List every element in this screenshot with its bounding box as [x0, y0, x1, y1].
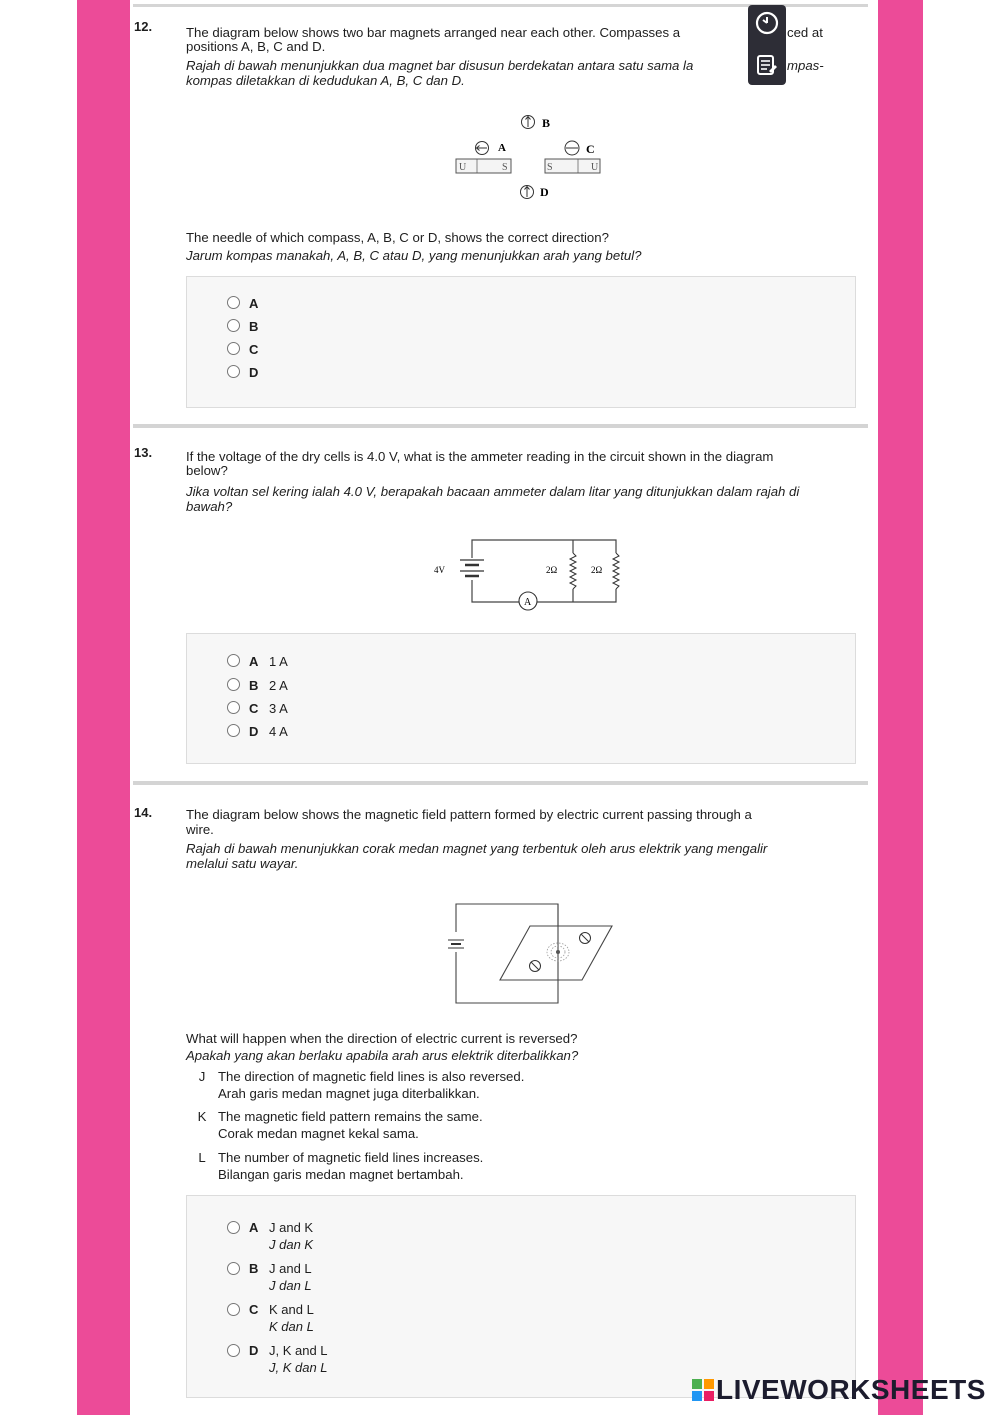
q13-circuit-diagram	[430, 533, 630, 615]
q14-option-b[interactable]: B J and L J dan L	[227, 1260, 312, 1294]
radio-button[interactable]	[227, 701, 240, 714]
radio-button[interactable]	[227, 654, 240, 667]
q14-question-ms: Apakah yang akan berlaku apabila arah arus elektrik diterbalikkan?	[186, 1048, 579, 1063]
radio-button[interactable]	[227, 1221, 240, 1234]
q14-option-d[interactable]: D J, K and L J, K dan L	[227, 1342, 328, 1376]
q12-number: 12.	[134, 19, 153, 34]
q13-text-en-1: If the voltage of the dry cells is 4.0 V, what is the ammeter reading in the circuit shown in the diagram	[186, 449, 774, 464]
q13-option-b[interactable]: B 2 A	[227, 678, 288, 693]
q12-answer-box	[186, 276, 856, 408]
resistor-2-label: 2Ω	[591, 565, 603, 575]
q12-question-en: The needle of which compass, A, B, C or D, shows the correct direction?	[186, 230, 609, 245]
radio-button[interactable]	[227, 319, 240, 332]
radio-button[interactable]	[227, 1303, 240, 1316]
q12-option-a[interactable]: A	[227, 296, 269, 311]
q12-text-ms-1: Rajah di bawah menunjukkan dua magnet bar disusun berdekatan antara satu sama la mpas-	[186, 58, 824, 73]
page-border-left	[77, 0, 130, 1415]
q14-wire-field-diagram	[440, 900, 620, 1008]
resistor-1-label: 2Ω	[546, 565, 558, 575]
floating-toolbar	[748, 5, 786, 85]
notes-icon[interactable]	[758, 56, 777, 74]
q14-text-en-2: wire.	[186, 822, 214, 837]
magnet-1-right: S	[502, 162, 508, 173]
q14-option-c[interactable]: C K and L K dan L	[227, 1301, 314, 1335]
q12-option-d[interactable]: D	[227, 365, 269, 380]
magnet-1	[456, 159, 511, 173]
q14-statement-l: L The number of magnetic field lines increases. Bilangan garis medan magnet bertambah.	[198, 1150, 484, 1182]
radio-button[interactable]	[227, 342, 240, 355]
q14-question-en: What will happen when the direction of electric current is reversed?	[186, 1031, 578, 1046]
q12-text-en-2: positions A, B, C and D.	[186, 39, 326, 54]
q13-answer-box	[186, 633, 856, 764]
liveworksheets-logo[interactable]: LIVEWORKSHEETS	[692, 1374, 986, 1406]
q14-option-a[interactable]: A J and K J dan K	[227, 1219, 313, 1253]
q14-text-ms-2: melalui satu wayar.	[186, 856, 299, 871]
q13-option-a[interactable]: A 1 A	[227, 654, 288, 669]
radio-button[interactable]	[227, 296, 240, 309]
resistor-1-icon	[568, 553, 578, 589]
q13-number: 13.	[134, 445, 153, 460]
q14-statement-k: K The magnetic field pattern remains the same. Corak medan magnet kekal sama.	[197, 1109, 483, 1141]
timer-icon[interactable]	[757, 13, 777, 33]
compass-icon	[580, 933, 591, 944]
magnet-1-left: U	[459, 162, 467, 173]
svg-text:A: A	[524, 597, 532, 608]
page-border-right	[878, 0, 923, 1415]
radio-button[interactable]	[227, 678, 240, 691]
q14-statement-j: J The direction of magnetic field lines is also reversed. Arah garis medan magnet juga diterbalikkan.	[198, 1069, 525, 1101]
q13-option-d[interactable]: D 4 A	[227, 724, 288, 739]
label-a: A	[498, 142, 506, 154]
cardboard-plane	[500, 926, 612, 980]
label-b: B	[542, 116, 551, 130]
radio-button[interactable]	[227, 724, 240, 737]
magnet-2	[545, 159, 600, 173]
q14-number: 14.	[134, 805, 153, 820]
resistor-2-icon	[611, 553, 621, 589]
q12-text-ms-2: kompas diletakkan di kedudukan A, B, C dan D.	[186, 73, 465, 88]
radio-button[interactable]	[227, 365, 240, 378]
magnet-2-right: U	[591, 162, 599, 173]
compass-b	[522, 116, 535, 129]
radio-button[interactable]	[227, 1344, 240, 1357]
battery-icon	[448, 940, 464, 948]
q12-magnet-diagram	[440, 108, 620, 208]
q13-text-ms-2: bawah?	[186, 499, 233, 514]
separator	[133, 424, 868, 428]
magnet-2-left: S	[547, 162, 553, 173]
q12-text-en-1: The diagram below shows two bar magnets arranged near each other. Compasses a ced at	[186, 25, 823, 40]
q13-text-en-2: below?	[186, 463, 228, 478]
q13-option-c[interactable]: C 3 A	[227, 701, 288, 716]
battery-icon	[460, 560, 484, 576]
ammeter-icon	[519, 592, 537, 610]
radio-button[interactable]	[227, 1262, 240, 1275]
q12-option-b[interactable]: B	[227, 319, 269, 334]
separator	[133, 781, 868, 785]
q12-option-c[interactable]: C	[227, 342, 269, 357]
label-d: D	[540, 185, 549, 199]
compass-d	[521, 186, 534, 199]
voltage-label: 4V	[434, 565, 445, 575]
compass-c	[565, 141, 579, 155]
logo-grid-icon	[692, 1379, 714, 1401]
compass-a	[476, 142, 489, 155]
compass-icon	[530, 961, 541, 972]
q14-text-en-1: The diagram below shows the magnetic field pattern formed by electric current passing through a	[186, 807, 752, 822]
q13-text-ms-1: Jika voltan sel kering ialah 4.0 V, berapakah bacaan ammeter dalam litar yang ditunjukkan dalam rajah di	[186, 484, 800, 499]
q14-text-ms-1: Rajah di bawah menunjukkan corak medan magnet yang terbentuk oleh arus elektrik yang mengalir	[186, 841, 768, 856]
q12-question-ms: Jarum kompas manakah, A, B, C atau D, yang menunjukkan arah yang betul?	[186, 248, 642, 263]
label-c: C	[586, 142, 595, 156]
